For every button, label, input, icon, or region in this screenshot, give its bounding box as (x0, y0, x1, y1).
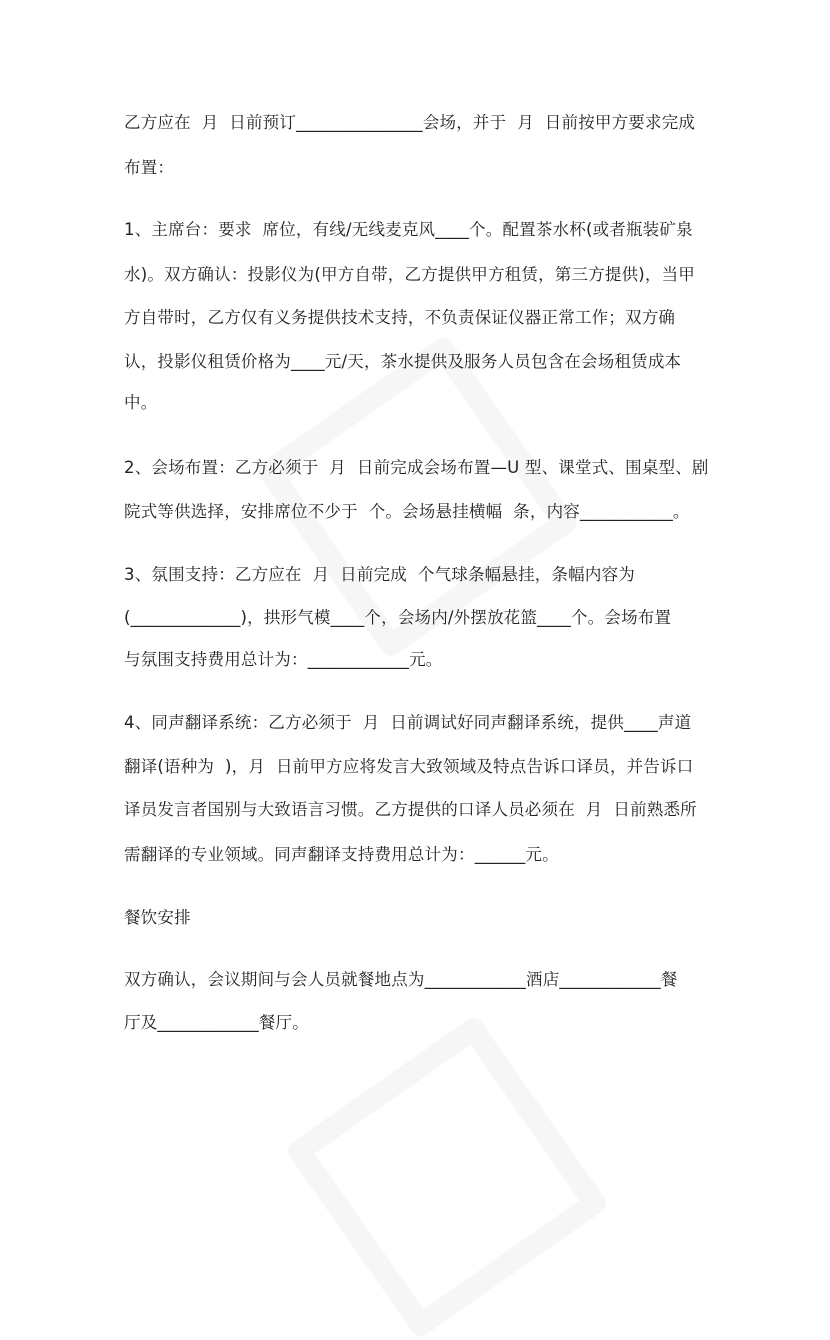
paragraph-line: 布置： (124, 158, 175, 177)
paragraph-line: 4、同声翻译系统：乙方必须于 月 日前调试好同声翻译系统，提供____声道 (124, 713, 692, 732)
watermark (284, 1014, 610, 1340)
paragraph-line: 水)。双方确认：投影仪为(甲方自带，乙方提供甲方租赁，第三方提供)，当甲 (124, 265, 696, 284)
paragraph-line: 1、主席台：要求 席位，有线/无线麦克风____个。配置茶水杯(或者瓶装矿泉 (124, 220, 693, 239)
paragraph-line: 与氛围支持费用总计为：____________元。 (124, 650, 443, 669)
paragraph-line: 乙方应在 月 日前预订_______________会场，并于 月 日前按甲方要求完成 (124, 113, 696, 132)
paragraph-line: 3、氛围支持：乙方应在 月 日前完成 个气球条幅悬挂，条幅内容为 (124, 565, 635, 584)
paragraph-line: 译员发言者国别与大致语言习惯。乙方提供的口译人员必须在 月 日前熟悉所 (124, 800, 697, 819)
paragraph-line: 院式等供选择，安排席位不少于 个。会场悬挂横幅 条，内容___________。 (124, 502, 690, 521)
paragraph-line: (_____________)，拱形气模____个，会场内/外摆放花篮____个。会场布置 (124, 608, 672, 627)
paragraph-line: 方自带时，乙方仅有义务提供技术支持，不负责保证仪器正常工作；双方确 (124, 308, 676, 327)
paragraph-line: 2、会场布置：乙方必须于 月 日前完成会场布置—U 型、课堂式、围桌型、剧 (124, 458, 709, 477)
paragraph-line: 双方确认，会议期间与会人员就餐地点为____________酒店____________餐 (124, 970, 678, 989)
section-heading: 餐饮安排 (124, 908, 191, 927)
paragraph-line: 厅及____________餐厅。 (124, 1013, 309, 1032)
paragraph-line: 需翻译的专业领域。同声翻译支持费用总计为：______元。 (124, 845, 559, 864)
paragraph-line: 中。 (124, 393, 158, 412)
paragraph-line: 翻译(语种为 )，月 日前甲方应将发言大致领域及特点告诉口译员，并告诉口 (124, 757, 694, 776)
paragraph-line: 认，投影仪租赁价格为____元/天，茶水提供及服务人员包含在会场租赁成本 (124, 352, 682, 371)
